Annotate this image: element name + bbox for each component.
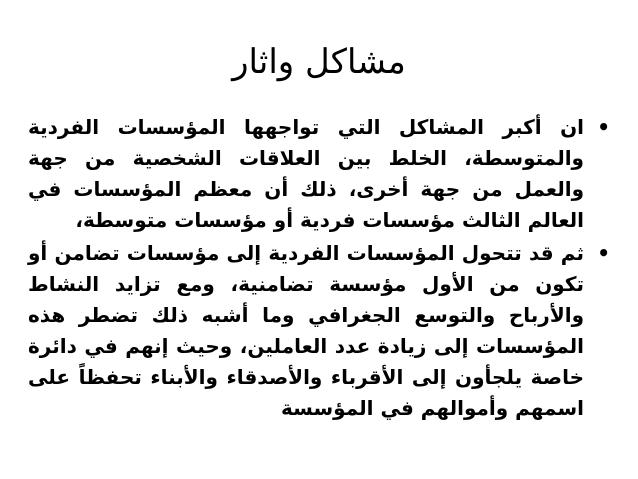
- bullet-text-1: ان أكبر المشاكل التي تواجهها المؤسسات الفردية والمتوسطة، الخلط بين العلاقات الشخصية من جهة والعمل من جهة أخرى، ذلك أن معظم المؤسسات في العالم الثالث مؤسسات فردية أو مؤسسات متوسطة،: [28, 115, 584, 232]
- bullet-dot-icon: •: [597, 115, 610, 139]
- slide-title: مشاكل واثار: [232, 42, 406, 82]
- bullet-text-2: ثم قد تتحول المؤسسات الفردية إلى مؤسسات تضامن أو تكون من الأول مؤسسة تضامنية، ومع تزايد النشاط والأرباح والتوسع الجغرافي وما أشبه ذلك تضطر هذه المؤسسات إلى زيادة عدد العاملين، وحيث إنهم في دائرة خاصة يلجأون إلى الأقرباء والأصدقاء والأبناء تحفظاً على اسمهم وأموالهم في المؤسسة: [28, 241, 584, 420]
- bullet-list: [28, 112, 610, 426]
- bullet-item-2: [28, 238, 610, 424]
- bullet-item-1: [28, 112, 610, 236]
- bullet-dot-icon: •: [597, 241, 610, 265]
